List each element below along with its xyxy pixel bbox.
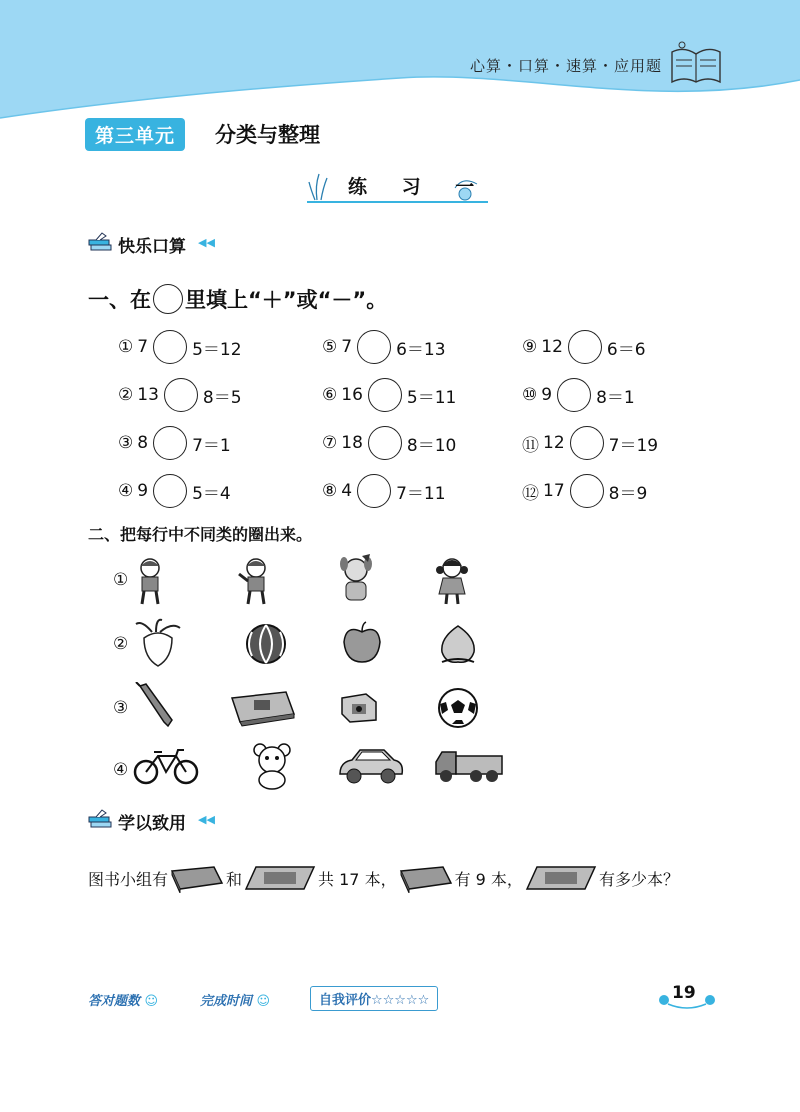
boy-icon[interactable]: [130, 556, 170, 606]
problem-text-3: 共 17 本，: [318, 869, 397, 889]
peach-icon[interactable]: [436, 620, 480, 666]
equation-left: 18: [341, 433, 363, 453]
radish-icon[interactable]: [132, 618, 186, 668]
equation: [118, 426, 231, 460]
answer-circle[interactable]: [153, 426, 187, 460]
equation-right: 7＝19: [608, 435, 659, 456]
equation-left: 9: [541, 385, 553, 405]
row-label-4: ④: [113, 760, 129, 780]
equation: [118, 330, 242, 364]
equation: [522, 426, 658, 460]
row-label-2: ②: [113, 634, 129, 654]
equation-right: 7＝11: [396, 483, 446, 504]
finish-time-label: 完成时间 ☺: [200, 994, 271, 1009]
storybook-icon: [397, 863, 455, 893]
equation-right: 5＝11: [406, 387, 457, 408]
equation: [322, 330, 446, 364]
arrows-icon: ◀◀: [198, 236, 215, 249]
equation-right: 7＝1: [192, 435, 231, 456]
pencil-case-icon[interactable]: [228, 688, 298, 728]
equation-right: 8＝5: [202, 387, 242, 408]
books-icon: [88, 232, 112, 252]
equation-left: 12: [543, 433, 565, 453]
pencil-icon[interactable]: [134, 682, 176, 728]
car-icon[interactable]: [336, 744, 406, 788]
equation: [522, 330, 646, 364]
equation-left: 9: [137, 481, 149, 501]
watermelon-icon[interactable]: [244, 622, 288, 666]
equation: [522, 474, 647, 508]
answer-circle[interactable]: [153, 474, 187, 508]
apple-icon[interactable]: [340, 620, 384, 666]
equation-number: ⑥: [322, 385, 338, 405]
equation-right: 6＝6: [606, 339, 646, 360]
self-evaluation[interactable]: 自我评价☆☆☆☆☆: [310, 986, 438, 1011]
picture-book-icon: [523, 863, 599, 893]
answer-circle[interactable]: [357, 474, 391, 508]
equation-left: 13: [137, 385, 159, 405]
equation-number: ⑤: [322, 337, 338, 357]
equation-left: 4: [341, 481, 353, 501]
equation-number: ⑩: [522, 385, 538, 405]
soccer-ball-icon[interactable]: [436, 686, 480, 730]
section-title-mental: 快乐口算: [118, 237, 186, 257]
books-icon: [88, 809, 112, 829]
question-1: [88, 284, 387, 314]
equation-left: 7: [341, 337, 353, 357]
problem-text-1: 图书小组有: [88, 869, 169, 889]
problem-text-4: 有 9 本，: [454, 869, 523, 889]
equation-number: ②: [118, 385, 134, 405]
bicycle-icon[interactable]: [132, 746, 200, 786]
equation-number: ⑫: [522, 483, 539, 504]
equation-number: ③: [118, 433, 134, 453]
equation: [322, 426, 456, 460]
equation-number: ⑪: [522, 435, 539, 456]
equation: [118, 378, 242, 412]
problem-text-5: 有多少本？: [598, 869, 679, 889]
equation: [322, 474, 446, 508]
equation-left: 12: [541, 337, 563, 357]
equation-number: ⑧: [322, 481, 338, 501]
equation: [118, 474, 231, 508]
equation-right: 6＝13: [396, 339, 446, 360]
question-2: 二、把每行中不同类的圈出来。: [88, 525, 313, 544]
equation-left: 8: [137, 433, 149, 453]
equation-number: ⑦: [322, 433, 338, 453]
equation: [322, 378, 456, 412]
equation-number: ④: [118, 481, 134, 501]
series-label: 心算・口算・速算・应用题: [470, 57, 663, 75]
page-number: 19: [672, 983, 696, 1003]
teddy-bear-icon[interactable]: [250, 742, 294, 790]
q1-prefix: 一、在: [88, 288, 151, 312]
equation-number: ⑨: [522, 337, 538, 357]
circle-icon: [153, 284, 183, 314]
sharpener-icon[interactable]: [336, 686, 380, 726]
section-title-apply: 学以致用: [118, 814, 186, 834]
problem-text-2: 和: [226, 869, 243, 889]
girl-icon[interactable]: [432, 554, 472, 606]
equation-right: 8＝1: [596, 387, 635, 408]
answer-circle[interactable]: [557, 378, 591, 412]
equation-left: 16: [341, 385, 363, 405]
answer-circle[interactable]: [570, 474, 604, 508]
equation-right: 5＝4: [192, 483, 231, 504]
answer-circle[interactable]: [164, 378, 198, 412]
row-label-3: ③: [113, 698, 129, 718]
correct-count-label: 答对题数 ☺: [88, 994, 159, 1009]
equation-number: ①: [118, 337, 134, 357]
equation-left: 17: [543, 481, 565, 501]
unit-tag: 第三单元: [85, 118, 185, 151]
equation-right: 8＝9: [608, 483, 648, 504]
boy-icon[interactable]: [236, 556, 276, 606]
arrows-icon: ◀◀: [198, 813, 215, 826]
answer-circle[interactable]: [368, 426, 402, 460]
storybook-icon: [168, 863, 226, 893]
equation: [522, 378, 635, 412]
answer-circle[interactable]: [357, 330, 391, 364]
answer-circle[interactable]: [153, 330, 187, 364]
picture-book-icon: [242, 863, 318, 893]
exercise-title: 练 习 一: [348, 176, 489, 198]
answer-circle[interactable]: [570, 426, 604, 460]
dog-icon[interactable]: [334, 554, 378, 606]
word-problem: [88, 863, 679, 893]
answer-circle[interactable]: [368, 378, 402, 412]
answer-circle[interactable]: [568, 330, 602, 364]
truck-icon[interactable]: [432, 744, 506, 788]
unit-title: 分类与整理: [215, 123, 320, 147]
open-book-icon: [668, 40, 726, 88]
equation-right: 8＝10: [406, 435, 457, 456]
row-label-1: ①: [113, 570, 129, 590]
equation-right: 5＝12: [192, 339, 242, 360]
equation-left: 7: [137, 337, 149, 357]
q1-suffix: 里填上“＋”或“－”。: [185, 288, 388, 312]
